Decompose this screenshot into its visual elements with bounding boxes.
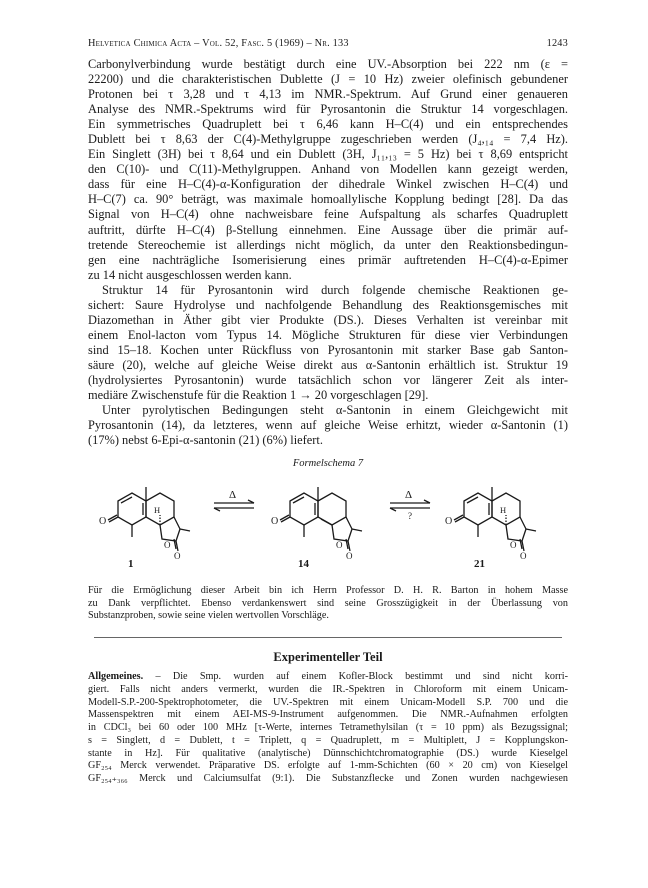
page [88,38,568,786]
text-line: dass für eine H–C(4)-α-Konfiguration der dihedrale Winkel zwischen H–C(4) und [88,177,568,192]
acknowledgement [88,585,568,623]
text-line: Protonen bei τ 3,28 und τ 4,13 im NMR.-Spektrum. Auf Grund einer genaueren [88,87,568,102]
equilibrium-arrow [214,500,254,511]
atom-label-o: O [99,516,107,528]
text-line: mediäre Zwischenstufe für die Reaktion 1 → 20 vorgeschlagen [29]. [88,388,429,403]
text-line: stante in Hz]. Für qualitative (analytische) Dünnschichtchromatographie (DS.) wurde Kieselgel [88,747,568,759]
text-line: Diazomethan in Äther gibt vier Produkte (DS.). Dieses Verhalten ist vereinbar mit [88,312,568,327]
text-line: Unter pyrolytischen Bedingungen steht α-Santonin in einem Gleichgewicht mit [102,403,568,418]
text-line: sichert: Saure Hydrolyse und nachfolgende Behandlung des Reaktionsgemisches mit [88,297,568,312]
text-line: Dublett bei τ 8,63 der C(4)-Methylgruppe zugeschrieben werden (J₄,₁₄ = 7,4 Hz). [88,132,568,147]
section-divider [94,637,562,638]
compound-label: 1 [128,558,134,570]
scheme-title: Formelschema 7 [292,458,364,470]
text-line [88,671,568,684]
text-line: säure (20), welche auf gleiche Weise direkt aus α-Santonin erhältlich ist. Struktur 19 [88,357,568,372]
text-line: GF₂₅₄ Merck verwendet. Präparative DS. erfolgte auf 1-mm-Schichten (60 × 20 cm) von Kieselgel [88,760,568,772]
text-line: tretende Stereochemie ist allerdings nicht möglich, da unter den Reaktionsbedingun- [88,237,568,252]
running-head [88,38,568,49]
atom-label-h: H [154,505,161,516]
atom-label-o: O [336,540,343,551]
arrow-label-question: ? [408,511,412,522]
text-line: Massenspektren mit einem AEI-MS-9-Instrument aufgenommen. Die NMR.-Aufnahmen erfolgten [88,709,568,721]
section-title: Experimenteller Teil [273,650,383,664]
text-line: den C(10)- und C(11)-Methylgruppen. Anhand von Modellen kann gezeigt werden, [88,162,568,177]
text-line: gen eine nachträgliche Isomerisierung eines primär auftretenden H–C(4)-α-Epimer [88,252,568,267]
text-line: Ein symmetrisches Quadruplett bei τ 6,46 kann H–C(4) und ein entsprechendes [88,117,568,132]
text-line: Pyrosantonin (14), da letzteres, wenn auf gleiche Weise erhitzt, wieder α-Santonin (1) [88,418,568,433]
text-line: Modell-S.P.-200-Spektrophotometer, die UV.-Spektren mit einem Unicam-Modell S.P. 700 und die [88,696,568,708]
text-line: Analyse des NMR.-Spektrums wird für Pyrosantonin die Struktur 14 vorgeschlagen. [88,102,568,117]
text-fragment: – Die Smp. wurden auf einem Kofler-Block bestimmt und sind nicht korri- [143,671,568,682]
text-line: sind 15–18. Kochen unter Rückfluss von Pyrosantonin mit starker Base gab Santon- [88,342,568,357]
compound-label: 21 [474,558,485,570]
structure-pyrosantonin [280,487,362,551]
arrow-label-heat: Δ [229,489,237,502]
experimental-lead: Allgemeines. [88,671,144,682]
text-line: (17%) nebst 6-Epi-α-santonin (21) (6%) liefert. [88,433,323,448]
atom-label-o: O [346,551,353,562]
journal-citation: Helvetica Chimica Acta – Vol. 52, Fasc. 5 (1969) – Nr. 133 [88,38,349,49]
compound-label: 14 [298,558,309,570]
structure-santonin [108,487,190,551]
paragraph-structure-proof [88,283,568,403]
text-line: einem Enol-lacton vom Typus 14. Mögliche Strukturen für diese vier Verbindungen [88,327,568,342]
text-line: 22200) und die charakteristischen Dublette (J = 10 Hz) zweier olefinisch gebundener [88,72,568,87]
page-number: 1243 [546,38,568,49]
text-line: Substanzproben, sowie seine vielen wertvollen Vorschläge. [88,610,329,622]
atom-label-o: O [164,540,171,551]
equilibrium-arrow [390,500,430,511]
text-line: zu Dank verpflichtet. Ebenso verdankenswert sind seine Grosszügigkeit in der Überlassung von [88,597,568,609]
text-line: auftritt, dürfte H–C(4) β-Stellung einnehmen. Eine Aussage über die primär auf- [88,222,568,237]
text-line: GF₂₅₄₊₃₆₆ Merck und Calciumsulfat (9:1). Die Substanzflecke und Zonen wurden nachgewiesen [88,773,568,784]
atom-label-o: O [445,516,453,528]
atom-label-o: O [271,516,279,528]
text-line: Für die Ermöglichung dieser Arbeit bin ich Herrn Professor D. H. R. Barton in hohem Masse [88,585,568,597]
atom-label-o: O [174,551,181,562]
text-line: Signal von H–C(4) ohne nachweisbare feine Aufspaltung als scharfes Quadruplett [88,207,568,222]
arrow-label-heat: Δ [405,489,413,502]
experimental-paragraph [88,671,568,786]
atom-label-o: O [520,551,527,562]
text-line: (hydrolysiertes Pyrosantonin) wurde tatsächlich schon vor längerer Zeit als inter- [88,372,568,387]
paragraph-pyrolysis [88,403,568,448]
reaction-scheme [88,473,568,569]
atom-label-h: H [500,505,507,516]
text-line: s = Singlett, d = Dublett, t = Triplett, q = Quadruplett, m = Multiplett, J = Kopplungskon- [88,734,568,746]
scheme-drawing [88,473,568,569]
text-line: Struktur 14 für Pyrosantonin wird durch folgende chemische Reaktionen ge- [102,282,568,297]
text-line: in CDCl₃ bei 60 oder 100 MHz [τ-Werte, internes Tetramethylsilan (τ = 10 ppm) als Bezugssignal; [88,722,568,733]
text-line: Ein Singlett (3H) bei τ 8,64 und ein Dublett (3H, J₁₁,₁₃ = 5 Hz) bei τ 8,69 entspricht [88,147,568,162]
atom-label-o: O [510,540,517,551]
text-line: Carbonylverbindung wurde bestätigt durch eine UV.-Absorption bei 222 nm (ε = [88,57,568,71]
text-line: zu 14 nicht ausgeschlossen werden kann. [88,267,292,282]
paragraph-nmr-analysis [88,57,568,283]
structure-epi-santonin [454,487,536,551]
text-line: giert. Falls nicht anders vermerkt, wurden die IR.-Spektren in Chloroform mit einem Unicam- [88,683,568,695]
text-line: H–C(7) ca. 90° beträgt, was maximale homoallylische Kopplung bedingt [28]. Da das [88,192,568,207]
